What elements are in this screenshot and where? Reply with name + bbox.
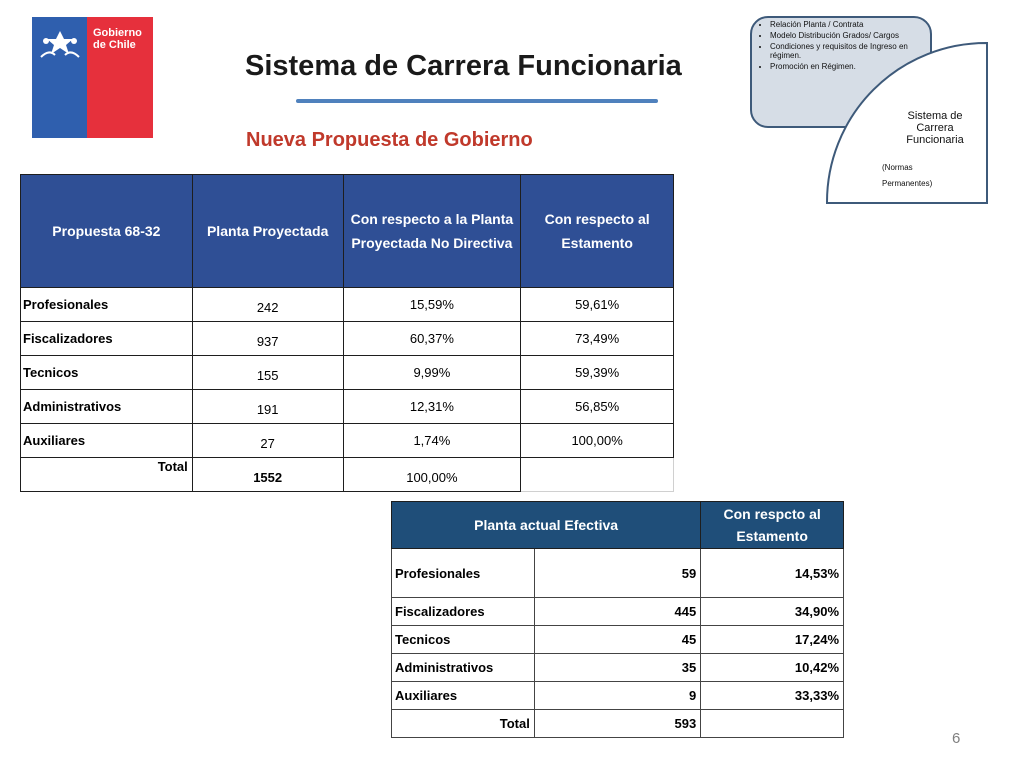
planta-value: 9 xyxy=(534,682,700,710)
total-no-directiva-value: 100,00% xyxy=(343,458,521,492)
planta-value: 191 xyxy=(192,390,343,424)
row-label: Fiscalizadores xyxy=(392,598,535,626)
propuesta-table xyxy=(20,174,674,492)
header-cell: Planta Proyectada xyxy=(192,175,343,288)
table-header-row xyxy=(392,502,844,549)
diagram-center-subtitle xyxy=(882,160,932,192)
estamento-value: 59,39% xyxy=(521,356,674,390)
estamento-value: 34,90% xyxy=(701,598,844,626)
header-cell: Planta actual Efectiva xyxy=(392,502,701,549)
logo-text-line1: Gobierno xyxy=(93,27,142,39)
diagram-bullet: • Modelo Distribución Grados/ Cargos xyxy=(770,31,930,40)
estamento-value: 10,42% xyxy=(701,654,844,682)
table-row xyxy=(21,356,674,390)
logo-text-line2: de Chile xyxy=(93,39,136,51)
total-label: Total xyxy=(21,458,193,492)
page-subtitle: Nueva Propuesta de Gobierno xyxy=(246,129,533,151)
diagram-subtitle-line1: (Normas xyxy=(882,163,913,172)
empty-cell xyxy=(521,458,674,492)
table-row xyxy=(392,682,844,710)
estamento-value: 33,33% xyxy=(701,682,844,710)
total-row xyxy=(21,458,674,492)
table-row xyxy=(392,549,844,598)
estamento-value: 73,49% xyxy=(521,322,674,356)
row-label: Administrativos xyxy=(392,654,535,682)
row-label: Tecnicos xyxy=(21,356,193,390)
total-planta-value: 593 xyxy=(534,710,700,738)
no-directiva-value: 9,99% xyxy=(343,356,521,390)
logo-blue-panel xyxy=(32,17,87,138)
planta-value: 45 xyxy=(534,626,700,654)
planta-value: 155 xyxy=(192,356,343,390)
page-title: Sistema de Carrera Funcionaria xyxy=(245,50,682,82)
page-number: 6 xyxy=(952,730,961,747)
table-row xyxy=(21,390,674,424)
header-cell: Con respecto a la Planta Proyectada No Directiva xyxy=(343,175,521,288)
estamento-value: 59,61% xyxy=(521,288,674,322)
planta-value: 35 xyxy=(534,654,700,682)
estamento-value: 14,53% xyxy=(701,549,844,598)
no-directiva-value: 1,74% xyxy=(343,424,521,458)
total-label: Total xyxy=(392,710,535,738)
diagram-center-title: Sistema de Carrera Funcionaria xyxy=(906,110,964,146)
header-cell: Con respcto al Estamento xyxy=(701,502,844,549)
diagram-subtitle-line2: Permanentes) xyxy=(882,179,933,188)
diagram-bullet: • Relación Planta / Contrata xyxy=(770,20,930,29)
planta-value: 27 xyxy=(192,424,343,458)
planta-value: 445 xyxy=(534,598,700,626)
planta-value: 59 xyxy=(534,549,700,598)
planta-value: 242 xyxy=(192,288,343,322)
row-label: Tecnicos xyxy=(392,626,535,654)
no-directiva-value: 60,37% xyxy=(343,322,521,356)
row-label: Auxiliares xyxy=(392,682,535,710)
header-cell: Propuesta 68-32 xyxy=(21,175,193,288)
row-label: Administrativos xyxy=(21,390,193,424)
estamento-value: 56,85% xyxy=(521,390,674,424)
estamento-value: 100,00% xyxy=(521,424,674,458)
table-row xyxy=(392,598,844,626)
estamento-value: 17,24% xyxy=(701,626,844,654)
diagram-bullet: • Condiciones y requisitos de Ingreso en régimen. xyxy=(770,42,930,60)
row-label: Profesionales xyxy=(392,549,535,598)
table-row xyxy=(21,424,674,458)
row-label: Fiscalizadores xyxy=(21,322,193,356)
no-directiva-value: 12,31% xyxy=(343,390,521,424)
table-row xyxy=(392,654,844,682)
table-row xyxy=(21,288,674,322)
gobierno-de-chile-logo xyxy=(32,17,153,138)
diagram-bullet-list xyxy=(752,20,930,71)
table-row xyxy=(21,322,674,356)
diagram-bullet: • Promoción en Régimen. xyxy=(770,62,930,71)
empty-cell xyxy=(701,710,844,738)
row-label: Auxiliares xyxy=(21,424,193,458)
total-planta-value: 1552 xyxy=(192,458,343,492)
header-cell: Con respecto al Estamento xyxy=(521,175,674,288)
table-row xyxy=(392,626,844,654)
total-row xyxy=(392,710,844,738)
planta-value: 937 xyxy=(192,322,343,356)
row-label: Profesionales xyxy=(21,288,193,322)
title-underline xyxy=(296,99,658,103)
table-header-row xyxy=(21,175,674,288)
chile-crest-icon xyxy=(37,27,83,63)
no-directiva-value: 15,59% xyxy=(343,288,521,322)
planta-actual-table xyxy=(391,501,844,738)
